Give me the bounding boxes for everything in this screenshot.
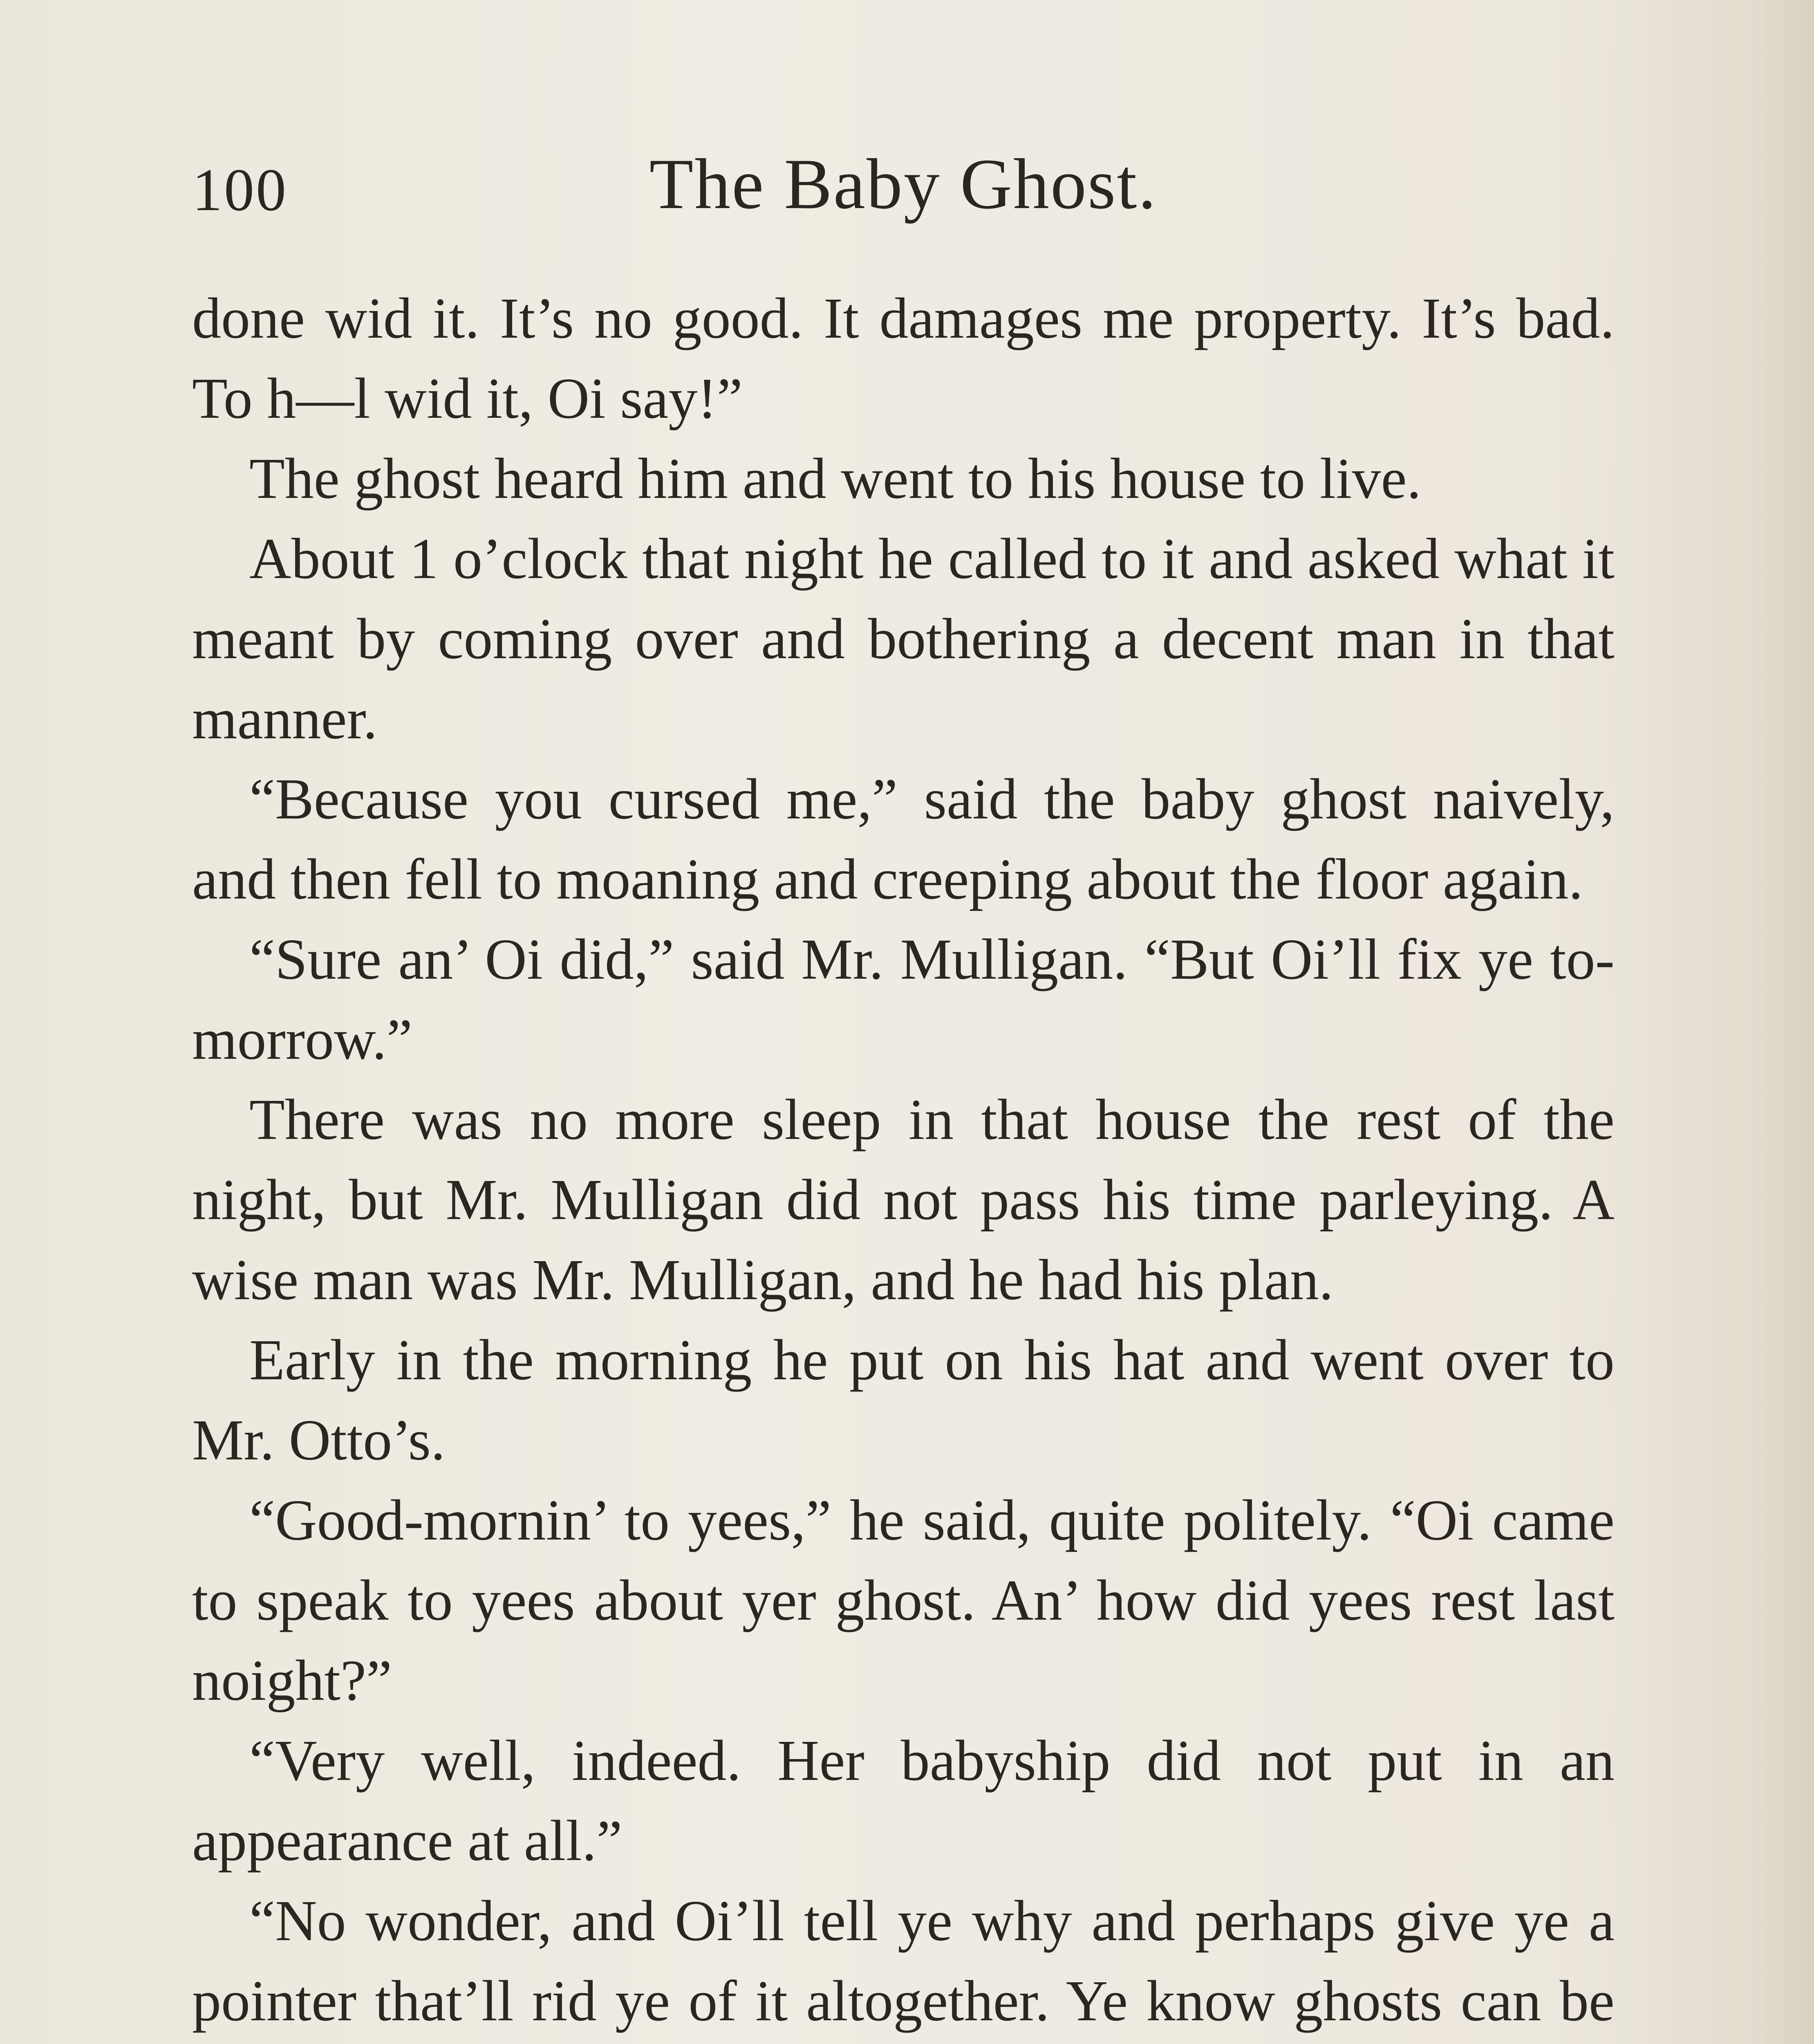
- paragraph: “Because you cursed me,” said the baby ghost naively, and then fell to moaning and creeping about the floor again.: [192, 766, 1615, 911]
- page-number: 100: [192, 157, 288, 224]
- paragraph: done wid it. It’s no good. It damages me property. It’s bad. To h—l wid it, Oi say!”: [192, 286, 1615, 430]
- page-header: [192, 139, 1615, 245]
- paragraph: There was no more sleep in that house the rest of the night, but Mr. Mulligan did not pass his time parleying. A wise man was Mr. Mulligan, and he had his plan.: [192, 1087, 1615, 1312]
- paragraph: “Good-mornin’ to yees,” he said, quite politely. “Oi came to speak to yees about yer ghost. An’ how did yees rest last noight?”: [192, 1488, 1615, 1712]
- paragraph: The ghost heard him and went to his house to live.: [249, 446, 1422, 511]
- running-title: The Baby Ghost.: [649, 144, 1158, 224]
- paragraph: About 1 o’clock that night he called to it and asked what it meant by coming over and bothering a decent man in that manner.: [192, 526, 1615, 751]
- body-text: [192, 278, 1615, 2044]
- paragraph: “Sure an’ Oi did,” said Mr. Mulligan. “But Oi’ll fix ye to-morrow.”: [192, 927, 1615, 1071]
- paragraph: “Very well, indeed. Her babyship did not put in an appearance at all.”: [192, 1728, 1615, 1873]
- paragraph: “No wonder, and Oi’ll tell ye why and perhaps give ye a pointer that’ll rid ye of it altogether. Ye know ghosts can be: [192, 1888, 1615, 2033]
- paragraph: Early in the morning he put on his hat and went over to Mr. Otto’s.: [192, 1327, 1615, 1472]
